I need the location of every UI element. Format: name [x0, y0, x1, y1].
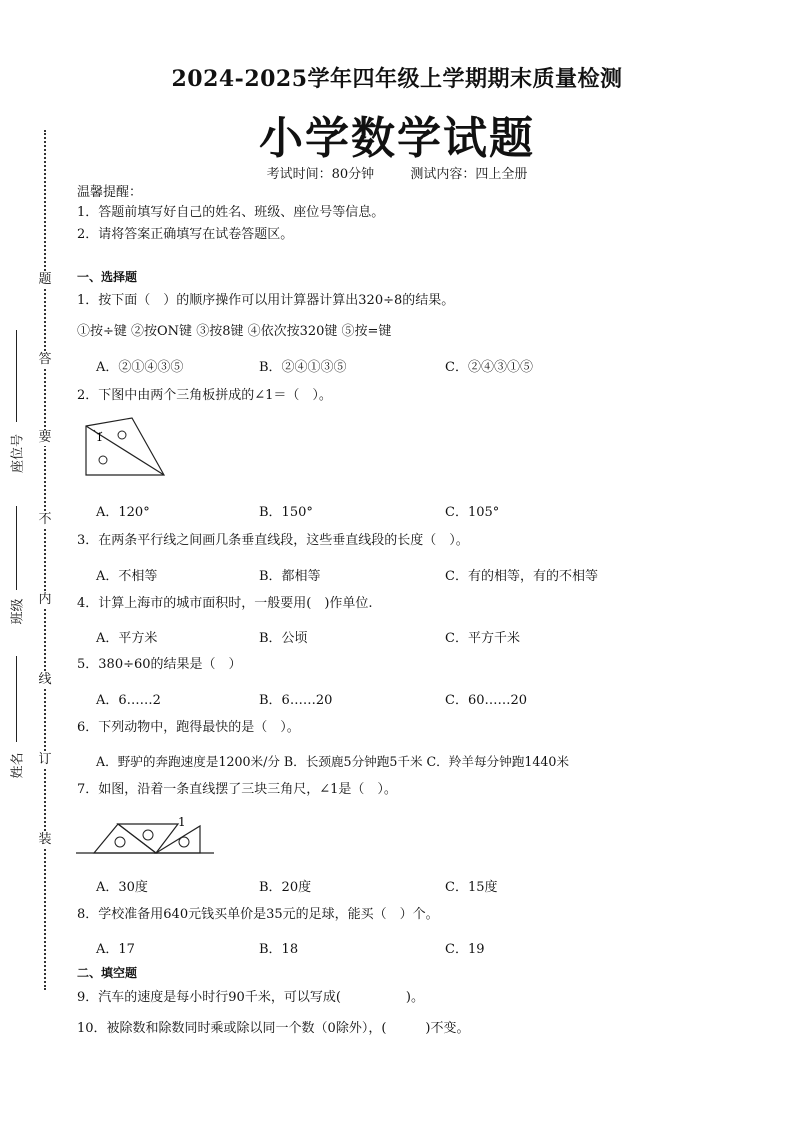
q4-option-a[interactable]: A．平方米 — [96, 631, 158, 646]
seat-number-label: 座位号 — [10, 434, 26, 474]
q1-option-b[interactable]: B．②④①③⑤ — [259, 360, 347, 375]
q6-options[interactable]: A．野驴的奔跑速度是1200米/分 B．长颈鹿5分钟跑5千米 C．羚羊每分钟跑1440米 — [96, 754, 569, 769]
seat-number-blank[interactable] — [16, 330, 17, 422]
question-1-stem: 1．按下面（ ）的顺序操作可以用计算器计算出320÷8的结果。 — [77, 293, 455, 308]
binding-char: 线 — [38, 672, 52, 687]
q3-option-c[interactable]: C．有的相等，有的不相等 — [445, 569, 598, 584]
q7-option-a[interactable]: A．30度 — [96, 880, 148, 895]
q8-option-b[interactable]: B．18 — [259, 942, 299, 957]
exam-title: 小学数学试题 — [259, 113, 535, 164]
section-title: 一、选择题 — [77, 270, 138, 284]
question-6-stem: 6．下列动物中，跑得最快的是（ ）。 — [77, 720, 300, 735]
q2-option-b[interactable]: B．150° — [259, 505, 313, 520]
q2-option-a[interactable]: A．120° — [96, 505, 150, 520]
binding-char: 内 — [38, 592, 52, 607]
name-blank[interactable] — [16, 656, 17, 742]
exam-content: 测试内容：四上全册 — [410, 167, 528, 182]
q4-option-c[interactable]: C．平方千米 — [445, 631, 520, 646]
q7-triangles-figure — [74, 812, 218, 858]
binding-char: 订 — [38, 752, 52, 767]
q5-option-c[interactable]: C．60……20 — [445, 693, 528, 708]
class-blank[interactable] — [16, 506, 17, 590]
q8-option-a[interactable]: A．17 — [96, 942, 135, 957]
question-2-stem: 2．下图中由两个三角板拼成的∠1＝（ ）。 — [77, 388, 332, 403]
q5-option-a[interactable]: A．6……2 — [96, 693, 161, 708]
exam-info — [0, 163, 794, 182]
question-9: 9．汽车的速度是每小时行90千米，可以写成( )。 — [77, 990, 424, 1005]
question-4-stem: 4．计算上海市的城市面积时，一般要用( )作单位. — [77, 596, 373, 611]
notice-item: 1．答题前填写好自己的姓名、班级、座位号等信息。 — [77, 205, 385, 220]
binding-char: 要 — [38, 430, 52, 445]
question-8-stem: 8．学校准备用640元钱买单价是35元的足球，能买（ ）个。 — [77, 907, 439, 922]
binding-dotted-line — [44, 130, 46, 990]
question-3-stem: 3．在两条平行线之间画几条垂直线段，这些垂直线段的长度（ ）。 — [77, 533, 469, 548]
binding-char: 题 — [38, 272, 52, 287]
class-label: 班级 — [10, 598, 26, 625]
notice-title: 温馨提醒： — [77, 185, 143, 200]
q2-triangle-figure — [80, 414, 172, 480]
question-5-stem: 5．380÷60的结果是（ ） — [77, 657, 242, 672]
binding-char: 装 — [38, 832, 52, 847]
q1-option-a[interactable]: A．②①④③⑤ — [96, 360, 184, 375]
exam-time: 考试时间：80分钟 — [266, 167, 375, 182]
question-7-stem: 7．如图，沿着一条直线摆了三块三角尺，∠1是（ ）。 — [77, 782, 397, 797]
q7-angle-label: 1 — [178, 815, 186, 829]
q8-option-c[interactable]: C．19 — [445, 942, 485, 957]
binding-char: 答 — [38, 352, 52, 367]
section-title: 二、填空题 — [77, 966, 138, 980]
q4-option-b[interactable]: B．公顷 — [259, 631, 308, 646]
q3-option-a[interactable]: A．不相等 — [96, 569, 158, 584]
question-10: 10．被除数和除数同时乘或除以同一个数（0除外），( )不变。 — [77, 1021, 470, 1036]
q2-angle-label: 1 — [96, 431, 103, 444]
name-label: 姓名 — [10, 752, 26, 779]
notice-item: 2．请将答案正确填写在试卷答题区。 — [77, 227, 294, 242]
q1-option-c[interactable]: C．②④③①⑤ — [445, 360, 533, 375]
q2-option-c[interactable]: C．105° — [445, 505, 500, 520]
q3-option-b[interactable]: B．都相等 — [259, 569, 321, 584]
question-1-steps: ①按÷键 ②按ON键 ③按8键 ④依次按320键 ⑤按=键 — [77, 324, 392, 339]
binding-char: 不 — [38, 512, 52, 527]
q7-option-b[interactable]: B．20度 — [259, 880, 312, 895]
q7-option-c[interactable]: C．15度 — [445, 880, 498, 895]
q5-option-b[interactable]: B．6……20 — [259, 693, 333, 708]
exam-subtitle: 2024-2025学年四年级上学期期末质量检测 — [171, 66, 623, 92]
